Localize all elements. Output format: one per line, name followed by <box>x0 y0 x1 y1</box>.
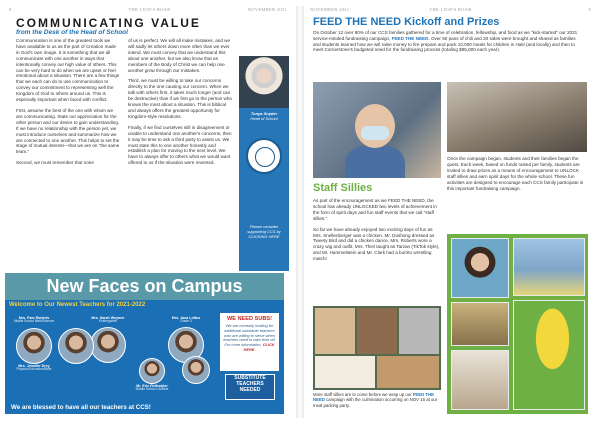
staff-photo <box>451 302 509 346</box>
article-column-2 <box>128 38 232 171</box>
left-page-number: 8 <box>9 7 12 12</box>
teacher-name: Mrs. Jennifer Drey <box>18 364 50 368</box>
caption-text: More staff sillies are to come before we wrap up our <box>313 392 413 397</box>
kickoff-crowd-photo <box>447 82 587 152</box>
right-date: NOVEMBER 2021 <box>310 7 350 12</box>
left-running-head: THE LION'S ROAR <box>128 7 171 12</box>
head-of-school-caption <box>241 111 287 121</box>
tweety-costume-photo <box>513 300 585 410</box>
student-photo <box>313 82 441 178</box>
teacher-card <box>55 328 97 364</box>
feed-the-need-title: FEED THE NEED Kickoff and Prizes <box>313 16 500 28</box>
teacher-card <box>13 328 55 372</box>
teacher-photo <box>58 328 94 364</box>
staff-photo <box>451 350 509 410</box>
sillies-collage <box>313 306 441 390</box>
intro-text: . Over 50 pans of chili and 20 sides were brought and shared as families and students learned how we will raise money to fire prepare and pack 10,000 meals for children in Haiti (and locally) and then to meet Cornerstone's budgeted need for the fundraising process (totaling $95,000 each year). <box>313 35 576 53</box>
teacher-card <box>175 356 217 384</box>
sillies-photo-panel <box>447 234 588 414</box>
paragraph: Second, we must remember that none <box>16 160 94 166</box>
right-page-number: 9 <box>588 7 591 12</box>
teacher-name: Mrs. Sarah Weymer <box>91 316 125 320</box>
welcome-heading: Welcome to Our Newest Teachers for 2021-2022 <box>9 302 146 308</box>
right-running-header <box>307 6 594 15</box>
article-title: COMMUNICATING VALUE <box>16 16 201 30</box>
intro-bold: FEED THE NEED <box>391 35 429 41</box>
teacher-role: Middle School LA/Bible <box>135 387 169 392</box>
teacher-role: Middle School Math/Science <box>13 319 55 324</box>
article-subtitle: from the Desk of the Head of School <box>16 29 128 36</box>
left-date: NOVEMBER 2021 <box>247 7 287 12</box>
teacher-card <box>131 358 173 392</box>
subs-body: We are currently looking for additional substitute teachers who are willing to serve when teachers need to take time off. For more information, <box>223 323 276 348</box>
right-running-head: THE LION'S ROAR <box>429 7 472 12</box>
staff-sillies-text <box>313 198 441 262</box>
teacher-photo <box>16 328 52 364</box>
caption-text: campaign with the culmination occurring on NOV 16 at our meal packing party. <box>313 397 438 408</box>
substitute-sign: SUBSTITUTE TEACHERS NEEDED <box>225 374 275 400</box>
tweety-photo <box>513 238 585 296</box>
staff-photo <box>451 238 509 298</box>
paragraph: Communication is one of the greatest tools we have available to us as the part of Creation made in God's own image. It is something that we all communicate with one another in ways that intentionally convey our high value of others. This can be very hard to do when we are upset or feel emotional about a situation. There are a few things that we each can do to use communication to convey our commitment to representing well the Kingdom of God to others around us. This is especially important when faced with conflict. <box>16 38 120 103</box>
teacher-photo <box>182 356 210 384</box>
teacher-card <box>13 316 55 324</box>
blessed-caption: We are blessed to have all our teachers at CCS! <box>11 404 151 411</box>
paragraph: First, assume the best of the one with whom we are communicating. State our appreciation for the other person and our desire to gain understanding. If we have no relationship with the person yet, we must introduce ourselves and summarize how we are connected to one another. This helps to set the stage of mutual interest—that we are on "the same team." <box>16 107 120 155</box>
teacher-name: Mrs. Pam Roberts <box>18 316 50 320</box>
paragraph: of us is perfect. We will all make mistakes, and we will sadly let others down more often than we ever intend. We must convey that we understand this about one another, but we also know that as members of the Body of Christ we can help one another grow through our mistakes. <box>128 38 231 73</box>
campaign-paragraph: Once the campaign began, students and their families began the quest. Each week, based on funds raised per family, students are invited to draw prizes as a means of encouragement to UNLOCK staff sillies and earn spirit days for the whole school. These fun activities are designed to encourage each CCS family participate in this important fundraising campaign. <box>447 156 584 191</box>
subs-heading: WE NEED SUBS! <box>226 316 273 322</box>
new-faces-title: New Faces on Campus <box>46 276 243 296</box>
head-of-school-photo <box>239 56 289 108</box>
head-of-school-name: Tonya Snyder <box>250 111 278 116</box>
teacher-role: Grade 3 <box>180 319 192 324</box>
left-page <box>6 6 293 418</box>
right-page <box>307 6 594 418</box>
new-faces-banner <box>5 273 284 300</box>
article-column-1 <box>16 38 120 171</box>
teacher-photo <box>139 358 165 384</box>
paragraph: Finally, if we find ourselves still in disagreement or unable to understand one another's concerns, then it may be time to ask a third party to assist us. We must state this to one another honestly and establish a plan for moving to the next level. We have to always offer to others what we would want offered to us if the situation were reversed. <box>128 124 232 166</box>
teacher-name: Mrs. Jana Loftus <box>171 316 201 320</box>
subs-link[interactable]: CLICK HERE. <box>243 342 275 352</box>
page-spine <box>296 6 304 418</box>
head-of-school-sidebar <box>239 56 289 271</box>
subs-needed-box <box>219 312 280 372</box>
teacher-role: Kindergarten <box>98 319 118 324</box>
support-link[interactable]: Please consider supporting CCS by CLICKING HERE <box>247 224 281 240</box>
paragraph: So far we have already enjoyed two exciting days of fun as Mrs. Snellenberger was a chicken, Mr. Dushong dressed as Tweety Bird and did a chicken dance, Mrs. Roberts wore a crazy wig and outfit, Mrs. Thiel taught as Tarzan (TikTok style), and Mr. Hammelstein and Mr. Clark had a burrito wrestling match! <box>313 226 440 262</box>
feed-the-need-intro <box>313 30 583 53</box>
paragraph: As part of the encouragement as we FEED THE NEED, the school has already UNLOCKED two levels of achievement in the form of spirit days and fun staff events that we call "staff sillies." <box>313 198 437 221</box>
school-seal-logo <box>246 138 282 174</box>
paragraph: Third, we must be willing to take our concerns directly to the one causing our concern. When we talk with others first, it takes much longer (and can be destructive) than if we first go to the person who knows the most about a situation. This is biblical and always offers the greatest opportunity for Kingdom-style resolutions. <box>128 78 232 119</box>
teacher-name: Mr. Eric Reifsnider <box>136 384 168 388</box>
head-of-school-role: Head of School <box>250 116 278 121</box>
teacher-role: Physical Education/Bible <box>16 367 52 372</box>
subs-text <box>220 322 279 355</box>
intro-text: On October 12 over 80% of our CCS families gathered for a time of celebration, fellowship, and food as we "kick-started" our 2021 service-minded fundraising campaign, <box>313 30 578 41</box>
new-faces-panel <box>5 300 284 414</box>
sillies-caption <box>313 392 441 408</box>
caption-bold: FEED THE NEED <box>313 392 434 403</box>
left-running-header <box>6 6 293 15</box>
staff-sillies-title: Staff Sillies <box>313 182 373 194</box>
